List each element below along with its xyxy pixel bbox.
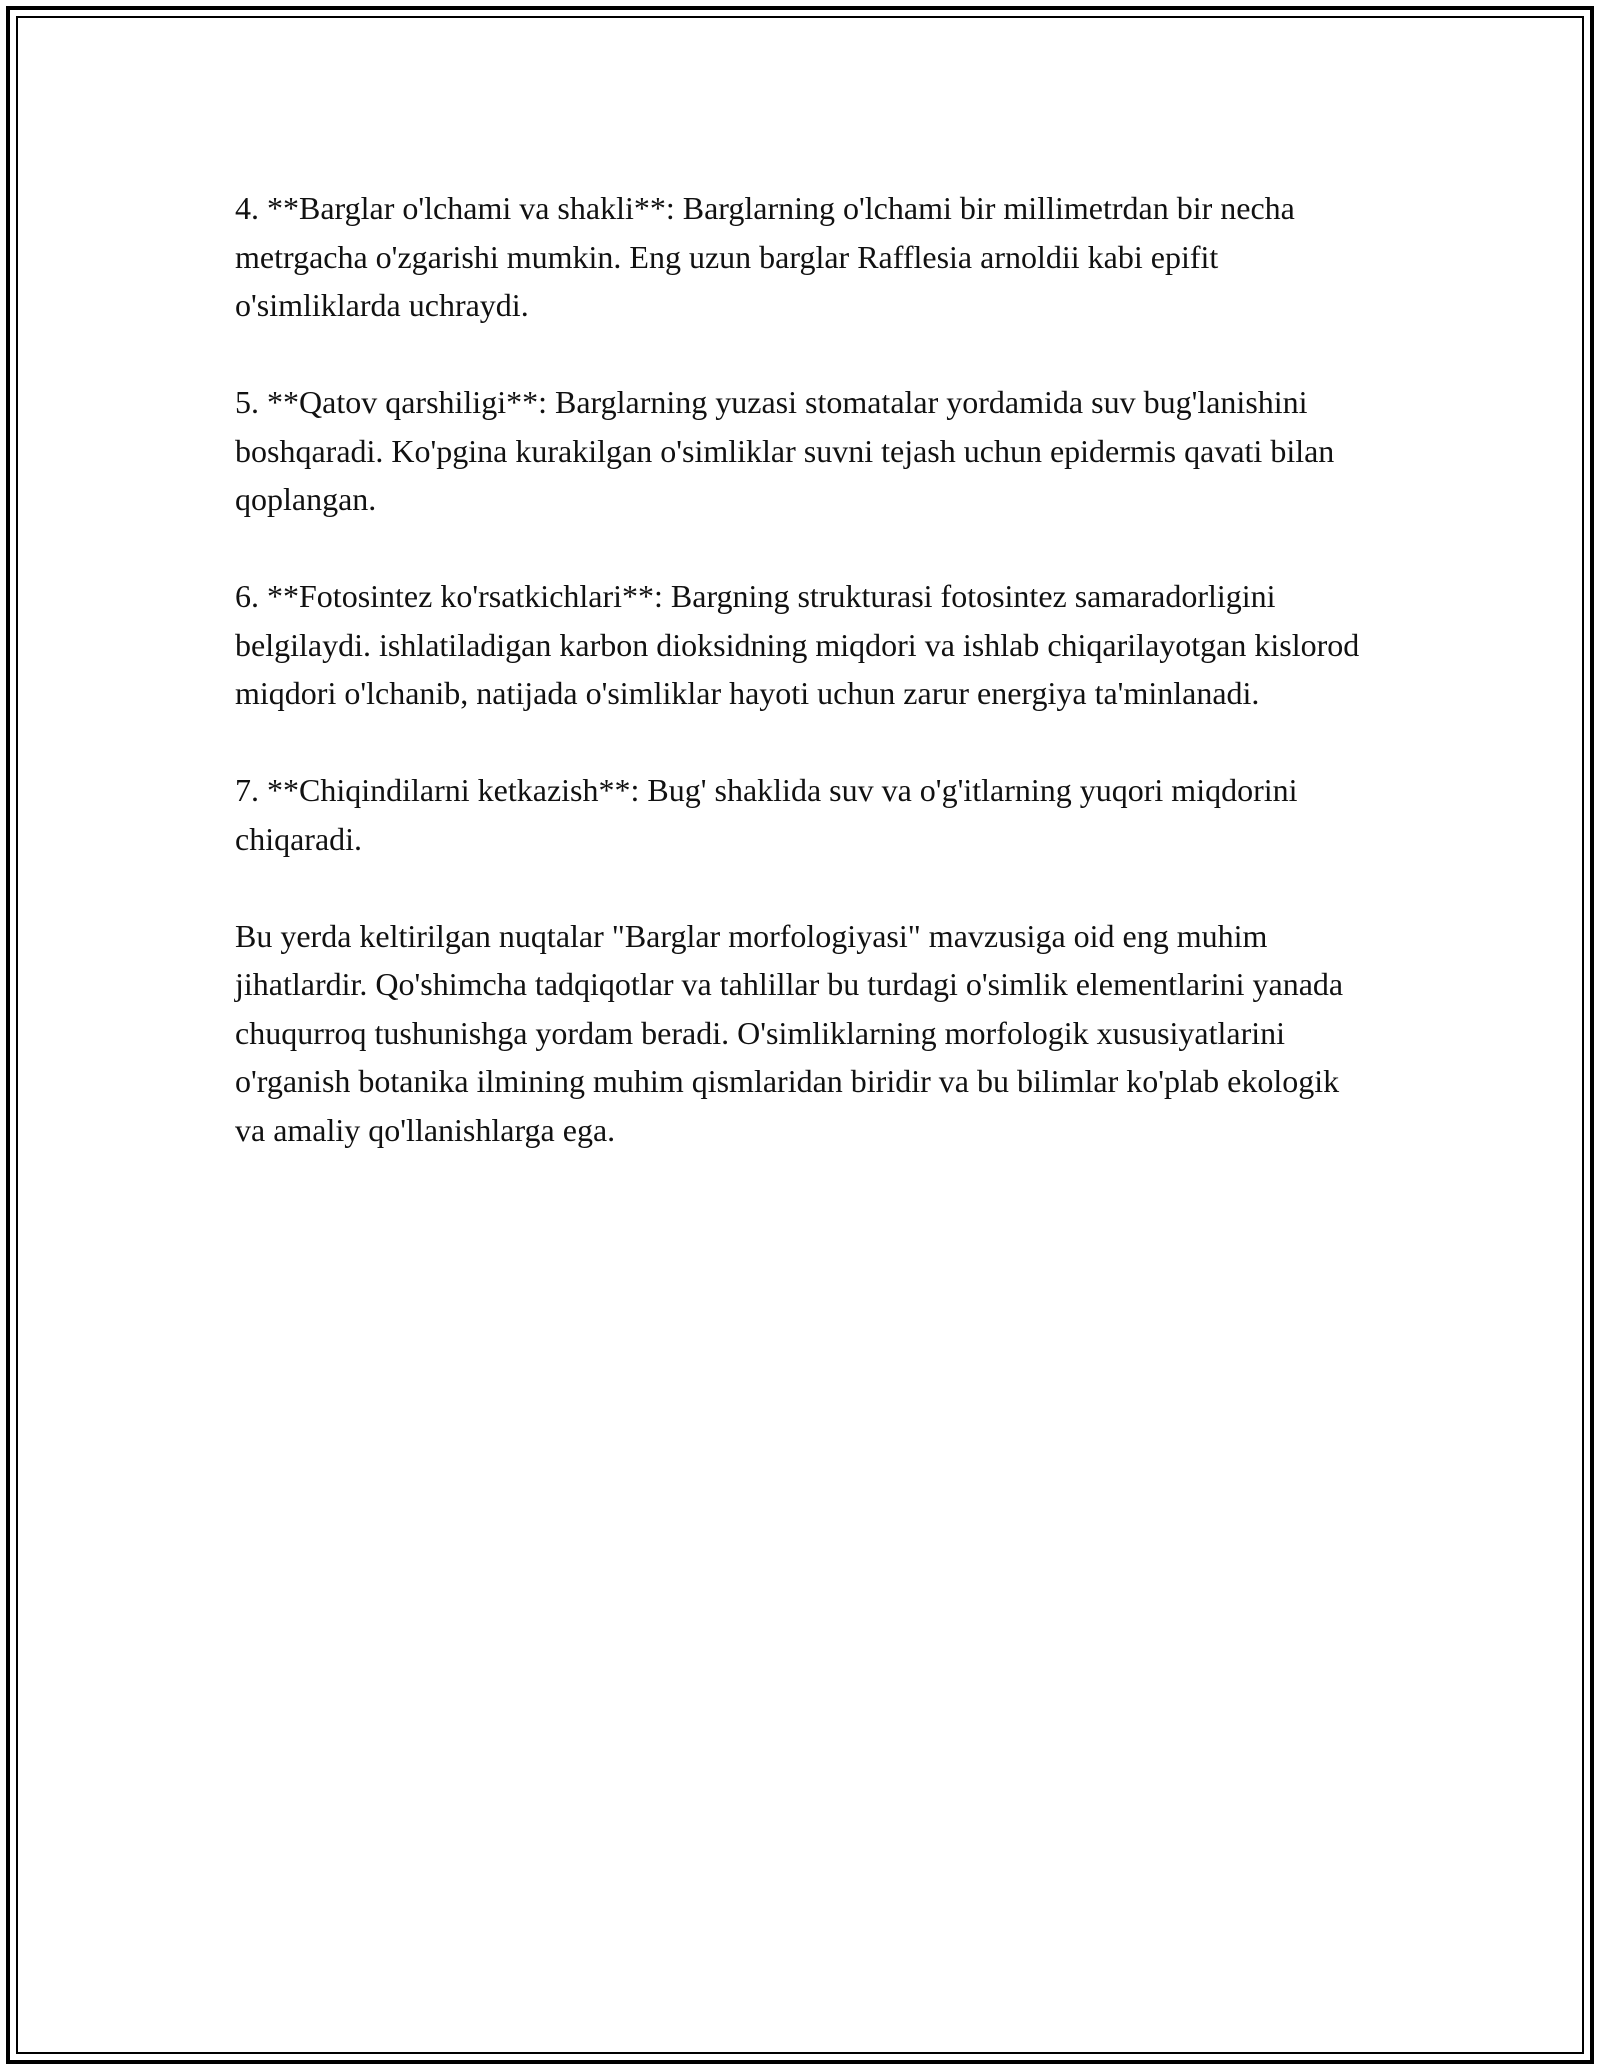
paragraph-surface-resistance: 5. **Qatov qarshiligi**: Barglarning yuzasi stomatalar yordamida suv bug'lanishini boshqaradi. Ko'pgina kurakilgan o'simliklar suvni tejash uchun epidermis qavati bilan qoplangan. [235,384,1335,517]
document-body [235,184,1370,1203]
paragraph-photosynthesis-indicators: 6. **Fotosintez ko'rsatkichlari**: Bargning strukturasi fotosintez samaradorligini belgilaydi. ishlatiladigan karbon dioksidning miqdori va ishlab chiqarilayotgan kislorod miqdori o'lchanib, natijada o'simliklar hayoti uchun zarur energiya ta'minlanadi. [235,578,1360,711]
paragraph-conclusion: Bu yerda keltirilgan nuqtalar "Barglar morfologiyasi" mavzusiga oid eng muhim jihatlardir. Qo'shimcha tadqiqotlar va tahlillar bu turdagi o'simlik elementlarini yanada chuqurroq tushunishga yordam beradi. O'simliklarning morfologik xususiyatlarini o'rganish botanika ilmining muhim qismlaridan biridir va bu bilimlar ko'plab ekologik va amaliy qo'llanishlarga ega. [235,917,1344,1148]
paragraph-leaf-size-shape: 4. **Barglar o'lchami va shakli**: Barglarning o'lchami bir millimetrdan bir necha metrgacha o'zgarishi mumkin. Eng uzun barglar Rafflesia arnoldii kabi epifit o'simliklarda uchraydi. [235,190,1295,323]
paragraph-waste-removal: 7. **Chiqindilarni ketkazish**: Bug' shaklida suv va o'g'itlarning yuqori miqdorini chiqaradi. [235,772,1298,857]
